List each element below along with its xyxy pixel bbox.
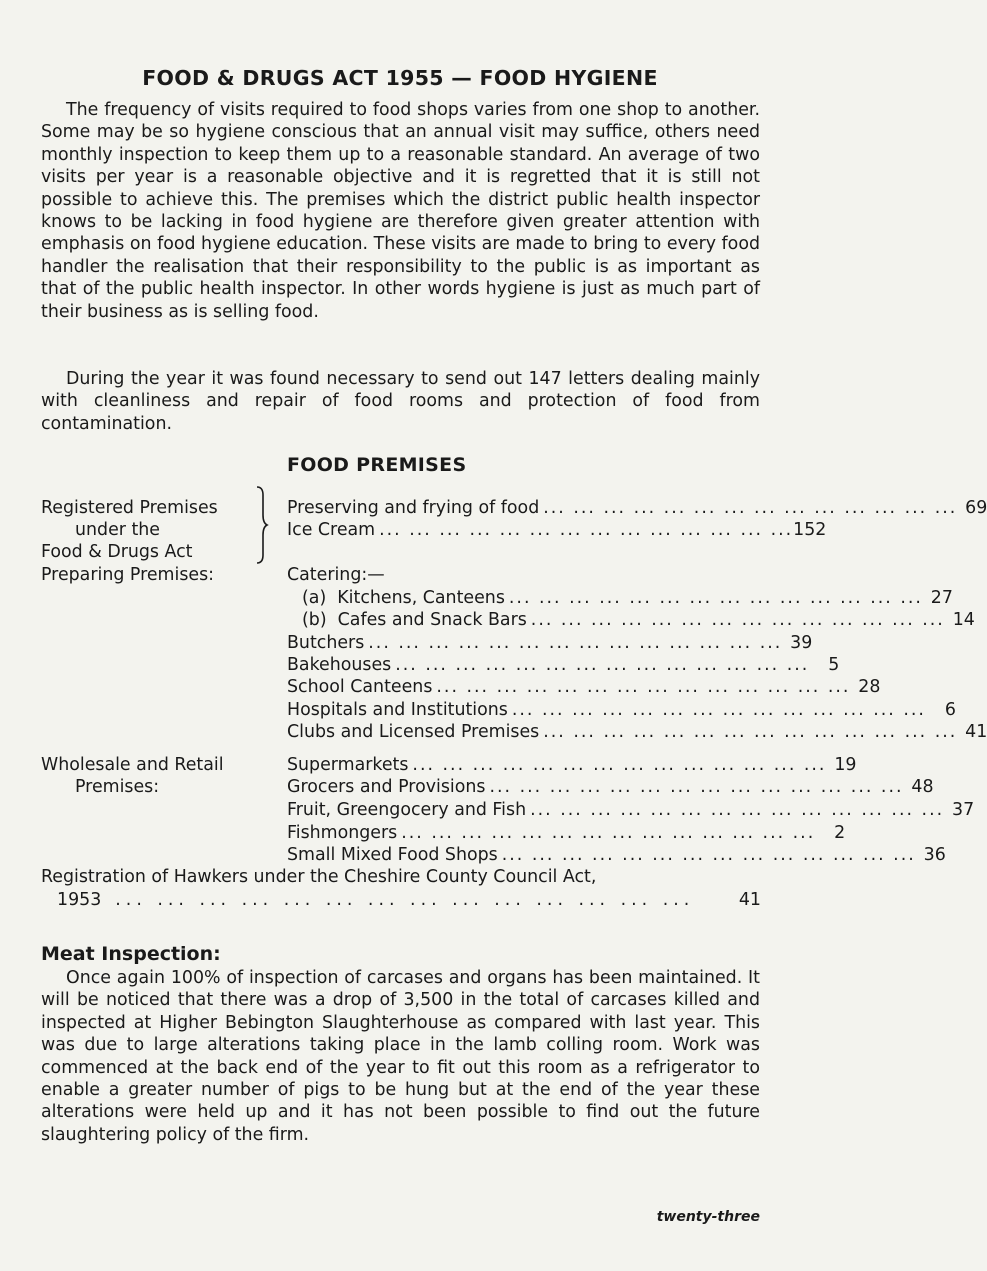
food-drugs-act-label: Food & Drugs Act (41, 542, 193, 562)
dot-leader: ... ... ... ... ... ... ... ... ... ... ... ... ... ... (511, 700, 926, 720)
page-title: FOOD & DRUGS ACT 1955 — FOOD HYGIENE (142, 66, 658, 90)
row-hospitals (287, 699, 956, 721)
curly-brace-icon (255, 485, 269, 565)
registered-premises-label: Registered Premises (41, 498, 218, 518)
row-value: 28 (858, 677, 881, 697)
row-label: Clubs and Licensed Premises (287, 722, 540, 742)
page-number: twenty-three (656, 1209, 760, 1225)
row-label: Hospitals and Institutions (287, 700, 508, 720)
row-clubs (287, 721, 987, 743)
row-value: 14 (952, 610, 975, 630)
row-value: 152 (793, 520, 827, 540)
row-label: Fishmongers (287, 823, 398, 843)
row-label: (b) Cafes and Snack Bars (302, 610, 527, 630)
row-fruit (287, 799, 975, 821)
wholesale-premises-label: Premises: (75, 777, 160, 797)
row-value: 41 (965, 722, 987, 742)
meat-inspection-paragraph-text: Once again 100% of inspection of carcases and organs has been maintained. It will be noticed that there was a drop of 3,500 in the total of carcases killed and inspected at Higher Bebington Slaughterhouse as compared with last year. This was due to large alterations taking place in the lamb colling room. Work was commenced at the back end of the year to fit out this room as a refrigerator to enable a greater number of pigs to be hung but at the end of the year these alterations were held up and it has not been possible to find out the future slaughtering policy of the firm. (41, 968, 760, 1145)
row-preserving (287, 497, 987, 519)
dot-leader: ... ... ... ... ... ... ... ... ... ... ... ... ... ... (401, 823, 816, 843)
row-label: Small Mixed Food Shops (287, 845, 498, 865)
dot-leader: ... ... ... ... ... ... ... ... ... ... ... ... ... ... (436, 677, 851, 697)
food-premises-heading: FOOD PREMISES (287, 454, 467, 476)
row-small-mixed (287, 844, 946, 866)
meat-inspection-heading: Meat Inspection: (41, 943, 221, 965)
row-grocers (287, 776, 934, 798)
dot-leader: ... ... ... ... ... ... ... ... ... ... ... ... ... ... (379, 520, 794, 540)
row-value: 69 (965, 498, 987, 518)
row-label: (a) Kitchens, Canteens (302, 588, 505, 608)
row-label: Supermarkets (287, 755, 409, 775)
row-value: 27 (930, 588, 953, 608)
dot-leader: ... ... ... ... ... ... ... ... ... ... ... ... ... ... (489, 777, 904, 797)
row-supermarkets (287, 754, 857, 776)
dot-leader: ... ... ... ... ... ... ... ... ... ... ... ... ... ... (115, 890, 695, 910)
row-label: Grocers and Provisions (287, 777, 486, 797)
row-kitchens (287, 587, 953, 609)
row-value: 6 (944, 700, 956, 720)
under-the-label: under the (75, 520, 161, 540)
row-label: Butchers (287, 633, 365, 653)
meat-inspection-paragraph (41, 967, 760, 1146)
dot-leader: ... ... ... ... ... ... ... ... ... ... ... ... ... ... (395, 655, 810, 675)
row-butchers (287, 632, 813, 654)
row-catering (287, 564, 761, 586)
row-label: Preserving and frying of food (287, 498, 540, 518)
row-school-canteens (287, 676, 881, 698)
hawkers-registration-label: Registration of Hawkers under the Cheshire County Council Act, (41, 867, 597, 887)
dot-leader: ... ... ... ... ... ... ... ... ... ... ... ... ... ... (530, 800, 945, 820)
row-value: 37 (952, 800, 975, 820)
row-value: 48 (911, 777, 934, 797)
dot-leader: ... ... ... ... ... ... ... ... ... ... ... ... ... ... (543, 722, 958, 742)
row-label: Ice Cream (287, 520, 376, 540)
row-cafes (287, 609, 975, 631)
letters-paragraph (41, 368, 760, 435)
dot-leader: ... ... ... ... ... ... ... ... ... ... ... ... ... ... (412, 755, 827, 775)
letters-paragraph-text: During the year it was found necessary to send out 147 letters dealing mainly with cleanliness and repair of food rooms and protection of food from contamination. (41, 369, 760, 434)
registration-year: 1953 (57, 890, 102, 910)
hawkers-registration-row (57, 889, 761, 911)
row-value: 5 (828, 655, 840, 675)
dot-leader: ... ... ... ... ... ... ... ... ... ... ... ... ... ... (543, 498, 958, 518)
row-value: 19 (834, 755, 857, 775)
dot-leader: ... ... ... ... ... ... ... ... ... ... ... ... ... ... (530, 610, 945, 630)
row-ice-cream (287, 519, 827, 541)
wholesale-retail-label: Wholesale and Retail (41, 755, 224, 775)
preparing-premises-label: Preparing Premises: (41, 565, 215, 585)
row-label: Bakehouses (287, 655, 392, 675)
intro-paragraph (41, 99, 760, 323)
registration-value: 41 (738, 890, 761, 910)
dot-leader: ... ... ... ... ... ... ... ... ... ... ... ... ... ... (508, 588, 923, 608)
dot-leader: ... ... ... ... ... ... ... ... ... ... ... ... ... ... (368, 633, 783, 653)
row-label: Fruit, Greengocery and Fish (287, 800, 527, 820)
row-value: 2 (834, 823, 846, 843)
row-bakehouses (287, 654, 840, 676)
dot-leader: ... ... ... ... ... ... ... ... ... ... ... ... ... ... (501, 845, 916, 865)
row-value: 36 (923, 845, 946, 865)
intro-paragraph-text: The frequency of visits required to food shops varies from one shop to another. Some may be so hygiene conscious that an annual visit may suffice, others need monthly inspection to keep them up to a reasonable standard. An average of two visits per year is a reasonable objective and it is regretted that it is still not possible to achieve this. The premises which the district public health inspector knows to be lacking in food hygiene are therefore given greater attention with emphasis on food hygiene education. These visits are made to bring to every food handler the realisation that their responsibility to the public is as important as that of the public health inspector. In other words hygiene is just as much part of their business as is selling food. (41, 100, 760, 322)
row-value: 39 (790, 633, 813, 653)
row-fishmongers (287, 822, 846, 844)
row-label: School Canteens (287, 677, 433, 697)
row-label: Catering:— (287, 565, 385, 585)
